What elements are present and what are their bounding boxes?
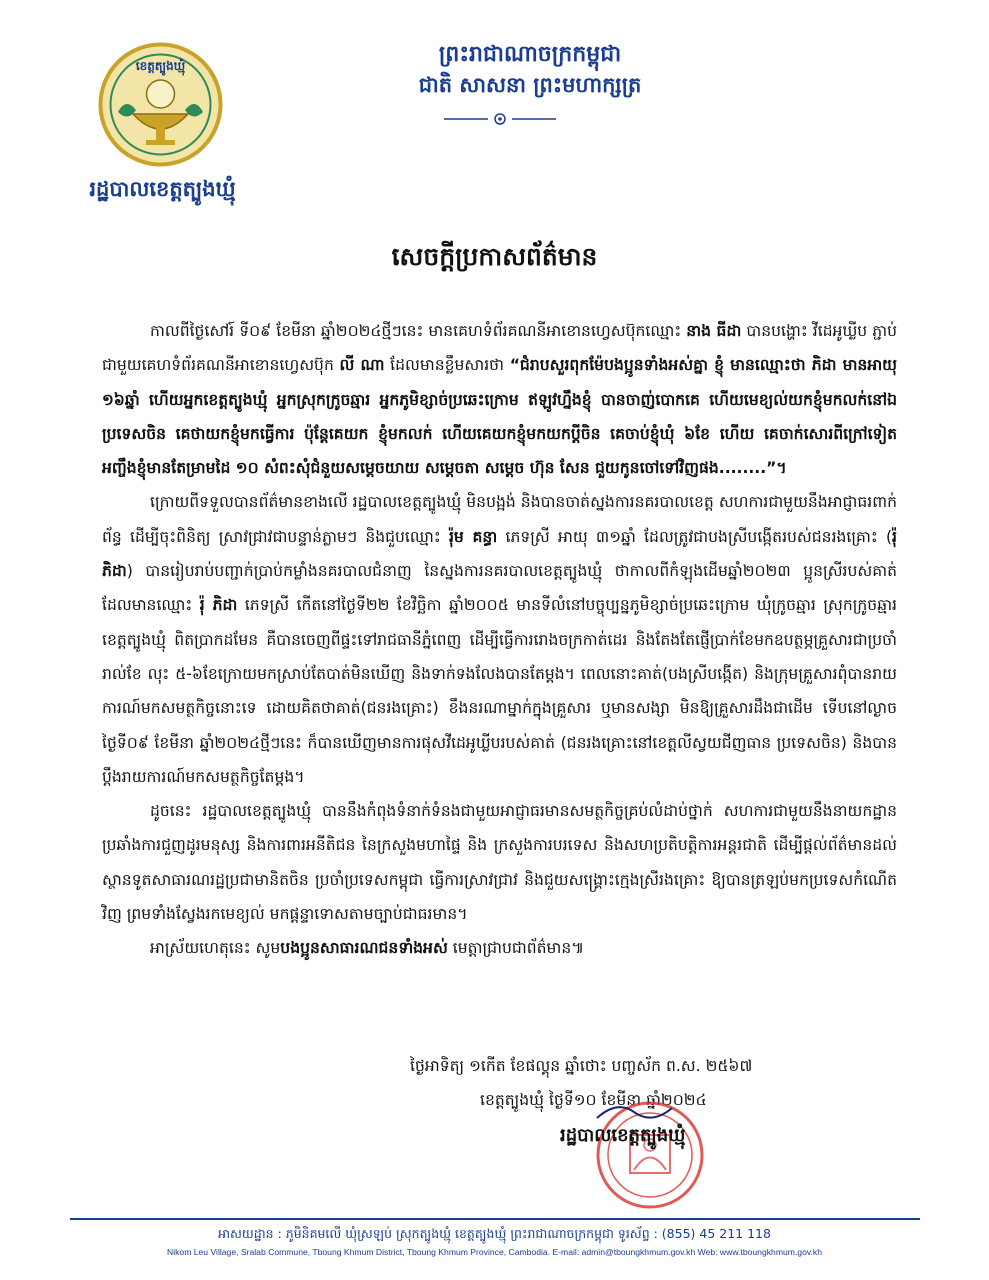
paragraph-4: អាស្រ័យហេតុនេះ សូមបងប្អូនសាធារណជនទាំងអស់ មេត្តាជ្រាបជាព័ត៌មាន៕ bbox=[150, 939, 585, 958]
solar-date: ខេត្តត្បូងឃ្មុំ ថ្ងៃទី១០ ខែមីនា ឆ្នាំ២០២៤ bbox=[480, 1091, 707, 1109]
issuing-authority: រដ្ឋបាលខេត្តត្បូងឃ្មុំ bbox=[89, 177, 236, 201]
kingdom-heading bbox=[330, 40, 730, 100]
signatory: រដ្ឋបាលខេត្តត្បូងឃ្មុំ bbox=[560, 1125, 686, 1146]
footer-divider bbox=[70, 1218, 920, 1220]
announcement-body bbox=[102, 314, 897, 966]
divider-ornament bbox=[440, 112, 560, 126]
account-name: នាង ធីដា bbox=[686, 322, 742, 340]
logo-text: ខេត្តត្បូងឃ្មុំ bbox=[135, 59, 186, 73]
lunar-date: ថ្ងៃអាទិត្យ ១កើត ខែផល្គុន ឆ្នាំថោះ បញ្ចស័ក ព.ស. ២៥៦៧ bbox=[410, 1057, 753, 1075]
national-motto: ជាតិ សាសនា ព្រះមហាក្សត្រ bbox=[418, 73, 642, 97]
paragraph-1: កាលពីថ្ងៃសៅរ៍ ទី០៩ ខែមីនា ឆ្នាំ២០២៤ថ្មីៗនេះ មានគេហទំព័រគណនីអាខោនហ្វេសប៊ុកឈ្មោះ នាង ធីដា បានបង្ហោះ វីដេអូឃ្លីប ភ្ជាប់ជាមួយគេហទំព័រគណនីអាខោនហ្វេសប៊ុក លី ណា ដែលមានខ្លឹមសារថា “ជំរាបសួរពុកម៉ែបងប្អូនទាំងអស់គ្នា ខ្ញុំ មានឈ្មោះថា ភិដា មានអាយុ ១៦ឆ្នាំ ហើយអ្នកខេត្តត្បូងឃ្មុំ អ្នកស្រុកក្រូចឆ្មារ អ្នកភូមិខ្សាច់ប្រឆេះក្រោម ឥឡូវហ្នឹងខ្ញុំ បានចាញ់បោកគេ ហើយមេខ្យល់យកខ្ញុំមកលក់នៅឯប្រទេសចិន គេថាយកខ្ញុំមកធ្វើការ ប៉ុន្តែគេយក ខ្ញុំមកលក់ ហើយគេយកខ្ញុំមកយកប្តីចិន គេចាប់ខ្ញុំឃុំ ៦ខែ ហើយ គេចាក់សោរពីក្រៅទៀត អញ្ចឹងខ្ញុំមានតែម្រាមដៃ ១០ សំពះសុំជំនួយសម្តេចយាយ សម្តេចតា សម្តេច ហ៊ុន សែន ជួយកូនចៅទៅវិញផង........”។ bbox=[102, 322, 898, 478]
official-stamp bbox=[542, 1090, 722, 1210]
paragraph-2: ក្រោយពីទទួលបានព័ត៌មានខាងលើ រដ្ឋបាលខេត្តត្បូងឃ្មុំ មិនបង្អង់ និងបានចាត់ស្នងការនគរបាលខេត្ត សហការជាមួយនឹងអាជ្ញាធរពាក់ព័ន្ធ ដើម្បីចុះពិនិត្យ ស្រាវជ្រាវជាបន្ទាន់ភ្លាមៗ និងជួបឈ្មោះ រ៉ុម គន្ធា ភេទស្រី អាយុ ៣១ឆ្នាំ ដែលត្រូវជាបងស្រីបង្កើតរបស់ជនរងគ្រោះ (រ៉ុ ភិដា) បានរៀបរាប់បញ្ជាក់ប្រាប់កម្លាំងនគរបាលជំនាញ នៃស្នងការនគរបាលខេត្តត្បូងឃ្មុំ ថាកាលពីកំឡុងដើមឆ្នាំ២០២៣ ប្អូនស្រីរបស់គាត់ ដែលមានឈ្មោះ រ៉ុ ភិដា ភេទស្រី កើតនៅថ្ងៃទី២២ ខែវិច្ឆិកា ឆ្នាំ២០០៥ មានទីលំនៅបច្ចុប្បន្នភូមិខ្សាច់ប្រឆេះក្រោម ឃុំក្រូចឆ្មារ ស្រុកក្រូចឆ្មារ ខេត្តត្បូងឃ្មុំ ពិតប្រាកដមែន គឺបានចេញពីផ្ទះទៅរាជធានីភ្នំពេញ ដើម្បីធ្វើការរោងចក្រកាត់ដេរ និងតែងតែផ្ញើប្រាក់ខែមកឧបត្ថម្ភគ្រួសារជាប្រចាំរាល់ខែ លុះ ៥-៦ខែក្រោយមកស្រាប់តែបាត់មិនឃើញ និងទាក់ទងលែងបានតែម្តង។ ពេលនោះគាត់(បងស្រីបង្កើត) និងក្រុមគ្រួសារពុំបានរាយការណ៍មកសមត្ថកិច្ចនោះទេ ដោយគិតថាគាត់(ជនរងគ្រោះ) ខឹងនរណាម្នាក់ក្នុងគ្រួសារ ឬមានសង្សា មិនឱ្យគ្រួសារដឹងជាដើម ទើបនៅល្ងាចថ្ងៃទី០៩ ខែមីនា ឆ្នាំ២០២៤ថ្មីៗនេះ ក៏បានឃើញមានការផុសវីដេអូឃ្លីបរបស់គាត់ (ជនរងគ្រោះនៅខេត្តលីស្វយជីញធាន ប្រទេសចិន) និងបានប្តឹងរាយការណ៍មកសមត្ថកិច្ចតែម្តង។ bbox=[102, 493, 897, 786]
document-title: សេចក្តីប្រកាសព័ត៌មាន bbox=[391, 242, 598, 271]
kingdom-title: ព្រះរាជាណាចក្រកម្ពុជា bbox=[438, 42, 622, 67]
account-name-2: លី ណា bbox=[339, 356, 385, 375]
paragraph-3: ដូចនេះ រដ្ឋបាលខេត្តត្បូងឃ្មុំ បាននឹងកំពុងទំនាក់ទំនងជាមួយអាជ្ញាធរមានសមត្ថកិច្ចគ្រប់លំដាប់ថ្នាក់ សហការជាមួយនឹងនាយកដ្ឋានប្រឆាំងការជួញដូរមនុស្ស និងការពារអនីតិជន នៃក្រសួងមហាផ្ទៃ និង ក្រសួងការបរទេស និងសហប្រតិបត្តិការអន្តរជាតិ ដើម្បីផ្តល់ព័ត៌មានដល់ស្ថានទូតសាធារណរដ្ឋប្រជាមានិតចិន ប្រចាំប្រទេសកម្ពុជា ធ្វើការស្រាវជ្រាវ និងជួយសង្គ្រោះក្មេងស្រីរងគ្រោះ ឱ្យបានត្រឡប់មកប្រទេសកំណើតវិញ ព្រមទាំងស្វែងរកមេខ្យល់ មកផ្តន្ទាទោសតាមច្បាប់ជាធរមាន។ bbox=[102, 802, 897, 924]
footer-address-en: Nikom Leu Village, Sralab Commune, Tboung Khmum District, Tboung Khmum Province, Cambodia. E-mail: admin@tboungkhmum.gov.kh Web: www.tboungkhmum.gov.kh bbox=[167, 1247, 822, 1257]
victim-quote: “ជំរាបសួរពុកម៉ែបងប្អូនទាំងអស់គ្នា ខ្ញុំ មានឈ្មោះថា ភិដា មានអាយុ ១៦ឆ្នាំ ហើយអ្នកខេត្តត្បូងឃ្មុំ អ្នកស្រុកក្រូចឆ្មារ អ្នកភូមិខ្សាច់ប្រឆេះក្រោម ឥឡូវហ្នឹងខ្ញុំ បានចាញ់បោកគេ ហើយមេខ្យល់យកខ្ញុំមកលក់នៅឯប្រទេសចិន គេថាយកខ្ញុំមកធ្វើការ ប៉ុន្តែគេយក ខ្ញុំមកលក់ ហើយគេយកខ្ញុំមកយកប្តីចិន គេចាប់ខ្ញុំឃុំ ៦ខែ ហើយ គេចាក់សោរពីក្រៅទៀត អញ្ចឹងខ្ញុំមានតែម្រាមដៃ ១០ សំពះសុំជំនួយសម្តេចយាយ សម្តេចតា សម្តេច bbox=[102, 356, 898, 478]
province-logo bbox=[98, 42, 223, 167]
footer-address-kh: អាសយដ្ឋាន : ភូមិនិគមលើ ឃុំស្រឡប់ ស្រុកត្បូងឃ្មុំ ខេត្តត្បូងឃ្មុំ ព្រះរាជាណាចក្រកម្ពុជា ទូរស័ព្ទ : (855) 45 211 118 bbox=[218, 1226, 771, 1241]
